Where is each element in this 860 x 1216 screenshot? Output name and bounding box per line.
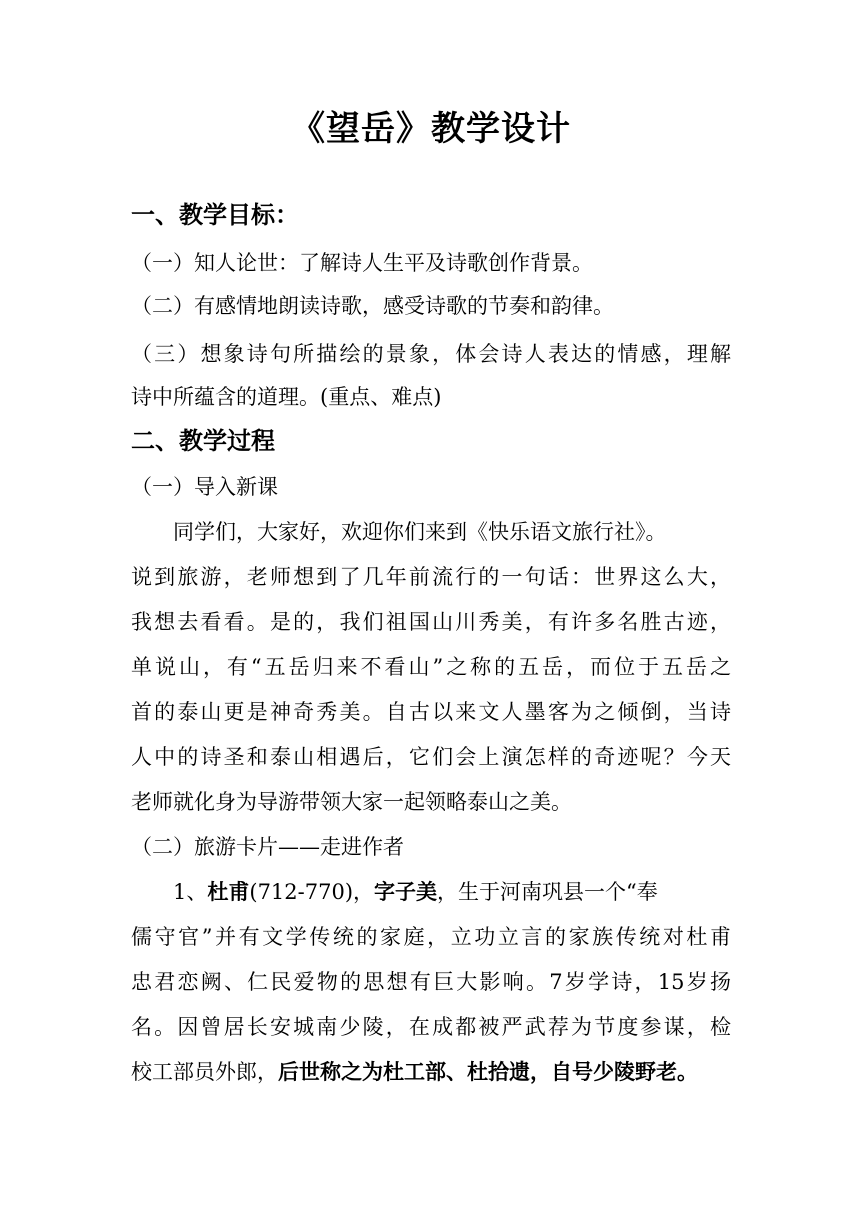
intro-paragraph-line: 说到旅游，老师想到了几年前流行的一句话：世界这么大，	[131, 565, 731, 589]
author-paragraph-line: 儒守官”并有文学传统的家庭，立功立言的家族传统对杜甫	[131, 925, 731, 949]
intro-paragraph-line: 人中的诗圣和泰山相遇后，它们会上演怎样的奇迹呢？今天	[131, 745, 731, 769]
document-title: 《望岳》教学设计	[291, 109, 571, 149]
author-paragraph-line: 名。因曾居长安城南少陵，在成都被严武荐为节度参谋，检	[131, 1015, 731, 1039]
author-titles: 后世称之为杜工部、杜拾遗，自号少陵野老。	[278, 1059, 698, 1084]
section-heading-teaching-goals: 一、教学目标：	[131, 200, 299, 229]
goal-item-3-line-1: （三）想象诗句所描绘的景象，体会诗人表达的情感，理解	[131, 342, 731, 366]
subheading-author-card: （二）旅游卡片——走进作者	[131, 835, 404, 859]
author-years: (712-770)，	[249, 880, 375, 904]
list-number: 1、	[173, 880, 208, 904]
author-paragraph-line-1	[173, 877, 658, 907]
intro-paragraph-line: 同学们，大家好，欢迎你们来到《快乐语文旅行社》。	[173, 520, 667, 544]
section-heading-teaching-process: 二、教学过程	[131, 426, 275, 455]
author-courtesy-name: 字子美	[374, 879, 438, 904]
intro-paragraph-line: 老师就化身为导游带领大家一起领略泰山之美。	[131, 790, 572, 814]
goal-item-1: （一）知人论世：了解诗人生平及诗歌创作背景。	[131, 251, 593, 275]
author-office: 校工部员外郎，	[131, 1060, 278, 1084]
goal-item-3-line-2: 诗中所蕴含的道理。(重点、难点)	[131, 385, 442, 409]
author-birthplace: ，生于河南巩县一个“奉	[437, 880, 658, 904]
intro-paragraph-line: 首的泰山更是神奇秀美。自古以来文人墨客为之倾倒，当诗	[131, 700, 731, 724]
author-name: 杜甫	[207, 879, 250, 904]
intro-paragraph-line: 我想去看看。是的，我们祖国山川秀美，有许多名胜古迹，	[131, 610, 731, 634]
subheading-intro: （一）导入新课	[131, 475, 278, 499]
intro-paragraph-line: 单说山，有“五岳归来不看山”之称的五岳，而位于五岳之	[131, 655, 731, 679]
author-paragraph-line-5	[131, 1057, 698, 1087]
author-paragraph-line: 忠君恋阙、仁民爱物的思想有巨大影响。7岁学诗，15岁扬	[131, 970, 731, 994]
goal-item-2: （二）有感情地朗读诗歌，感受诗歌的节奏和韵律。	[131, 294, 614, 318]
